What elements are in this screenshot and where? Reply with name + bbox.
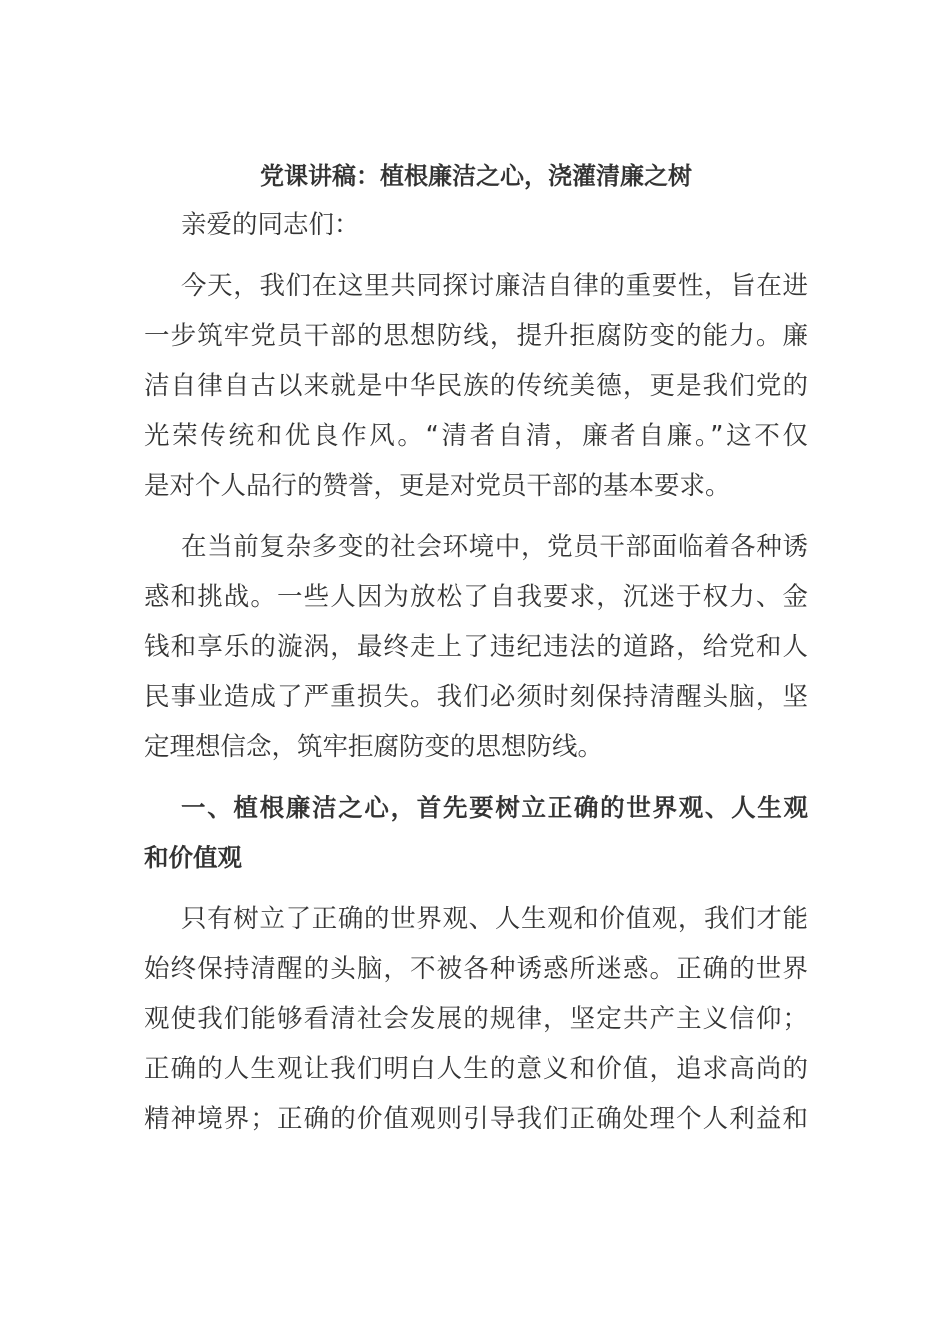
paragraph-line: 惑和挑战。一些人因为放松了自我要求，沉迷于权力、金 — [144, 582, 808, 612]
document-page — [144, 152, 808, 1155]
paragraph-environment — [144, 522, 808, 772]
paragraph-worldview — [144, 894, 808, 1144]
paragraph-line: 洁自律自古以来就是中华民族的传统美德，更是我们党的 — [144, 371, 808, 401]
paragraph-line: 精神境界；正确的价值观则引导我们正确处理个人利益和 — [144, 1104, 808, 1134]
paragraph-line: 正确的人生观让我们明白人生的意义和价值，追求高尚的 — [144, 1054, 808, 1084]
paragraph-line: 今天，我们在这里共同探讨廉洁自律的重要性，旨在进 — [181, 271, 808, 301]
greeting: 亲爱的同志们： — [181, 210, 360, 240]
paragraph-line: 光荣传统和优良作风。“清者自清，廉者自廉。”这不仅 — [144, 421, 808, 451]
paragraph-line: 始终保持清醒的头脑，不被各种诱惑所迷惑。正确的世界 — [144, 954, 808, 984]
paragraph-line: 钱和享乐的漩涡，最终走上了违纪违法的道路，给党和人 — [144, 632, 808, 662]
paragraph-line: 民事业造成了严重损失。我们必须时刻保持清醒头脑，坚 — [144, 682, 808, 712]
heading-line: 一、植根廉洁之心，首先要树立正确的世界观、人生观 — [181, 793, 808, 822]
paragraph-line: 只有树立了正确的世界观、人生观和价值观，我们才能 — [181, 904, 808, 934]
paragraph-line: 一步筑牢党员干部的思想防线，提升拒腐防变的能力。廉 — [144, 321, 808, 351]
section-heading — [144, 783, 808, 883]
paragraph-line: 在当前复杂多变的社会环境中，党员干部面临着各种诱 — [181, 532, 808, 562]
heading-line: 和价值观 — [144, 843, 242, 872]
paragraph-line: 定理想信念，筑牢拒腐防变的思想防线。 — [144, 732, 604, 762]
document-title: 党课讲稿：植根廉洁之心，浇灌清廉之树 — [260, 162, 692, 190]
paragraph-line: 是对个人品行的赞誉，更是对党员干部的基本要求。 — [144, 471, 731, 501]
paragraph-intro — [144, 261, 808, 511]
paragraph-line: 观使我们能够看清社会发展的规律，坚定共产主义信仰； — [144, 1004, 808, 1034]
